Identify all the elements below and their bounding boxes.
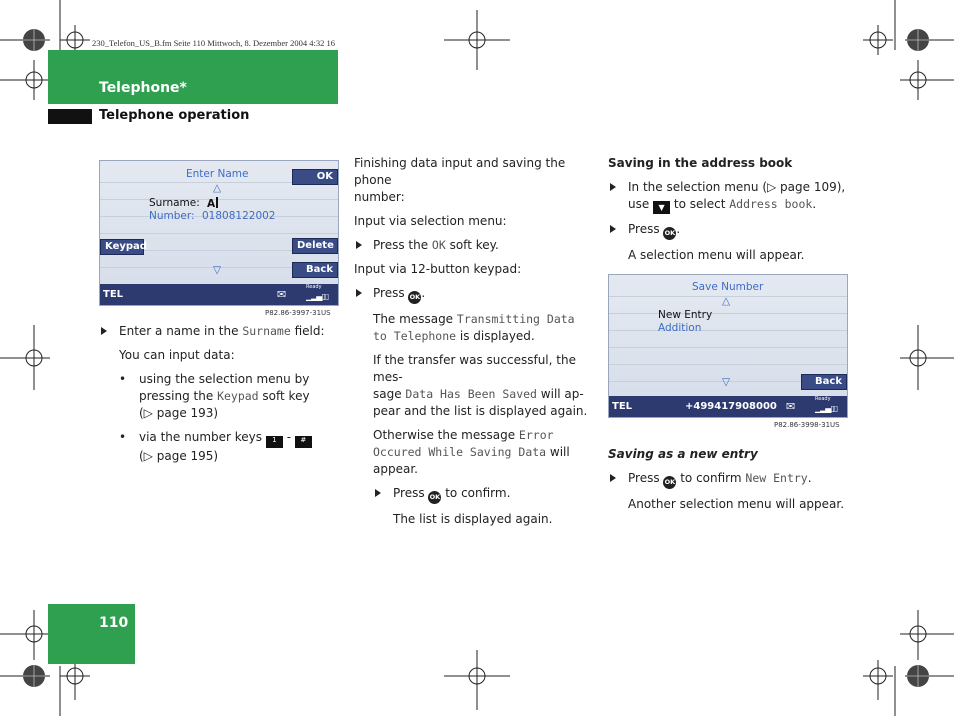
- ok-button-icon: OK: [663, 476, 676, 489]
- col2: [354, 155, 599, 528]
- bullet-triangle-icon: [610, 225, 616, 233]
- page-number-block: [48, 604, 135, 664]
- down-key-icon: ▼: [653, 201, 670, 214]
- ok-button-icon: OK: [408, 291, 421, 304]
- list-item: Press OK.: [354, 285, 599, 304]
- key-hash-icon: #: [295, 436, 312, 448]
- key-1-icon: 1: [266, 436, 283, 448]
- up-arrow-icon: △: [213, 182, 222, 194]
- bullet-triangle-icon: [356, 241, 362, 249]
- ready-label: Ready: [306, 284, 322, 290]
- paragraph: Input via 12-button keypad:: [354, 262, 522, 276]
- list-item: Press OK.: [608, 221, 853, 240]
- bullet-dot-icon: •: [119, 372, 127, 386]
- surname-label: Surname:: [149, 197, 200, 209]
- bullet-dot-icon: •: [119, 430, 127, 444]
- number-label: Number:: [149, 210, 195, 222]
- list-item: • using the selection menu by pressing the Keypad soft key (▷ page 193): [119, 372, 310, 420]
- heading: Saving in the address book: [608, 156, 793, 170]
- list-item: • via the number keys 1 - # (▷ page 195): [99, 429, 339, 465]
- file-header: 230_Telefon_US_B.fm Seite 110 Mittwoch, 8. Dezember 2004 4:32 16: [92, 38, 335, 48]
- paragraph: Otherwise the message Error Occured While Saving Data will appear.: [373, 428, 570, 476]
- paragraph: Input via selection menu:: [354, 214, 507, 228]
- surname-field[interactable]: [207, 197, 218, 210]
- menu-item-addition[interactable]: Addition: [658, 322, 702, 334]
- bullet-triangle-icon: [375, 489, 381, 497]
- ok-button-icon: OK: [428, 491, 441, 504]
- up-arrow-icon: △: [722, 295, 731, 307]
- status-label: TEL: [612, 401, 633, 412]
- bullet-triangle-icon: [610, 474, 616, 482]
- screen-heading: Enter Name: [186, 168, 249, 180]
- status-number: +499417908000: [685, 401, 777, 412]
- bullet-triangle-icon: [101, 327, 107, 335]
- screen1-caption: P82.86-3997-31US: [265, 309, 331, 317]
- col3-bottom: [608, 446, 853, 513]
- delete-softkey[interactable]: Delete: [292, 238, 338, 254]
- surname-value: A: [207, 198, 216, 210]
- bullet-triangle-icon: [610, 183, 616, 191]
- section-marker: [48, 109, 92, 124]
- display-enter-name: [99, 160, 339, 306]
- paragraph: The list is displayed again.: [393, 512, 553, 526]
- ok-softkey[interactable]: OK: [292, 169, 338, 185]
- back-softkey[interactable]: Back: [801, 374, 847, 390]
- col3-top: [608, 155, 853, 264]
- status-bar: [100, 284, 338, 305]
- menu-item-new-entry[interactable]: New Entry: [658, 309, 713, 321]
- ready-label: Ready: [815, 396, 831, 402]
- back-softkey[interactable]: Back: [292, 262, 338, 278]
- text-cursor: [216, 197, 218, 208]
- paragraph: You can input data:: [119, 348, 235, 362]
- paragraph: Finishing data input and saving the phone number:: [354, 156, 566, 204]
- section-title: Telephone*: [99, 80, 187, 96]
- list-item: Press OK to confirm.: [354, 485, 599, 504]
- screen-heading: Save Number: [692, 281, 764, 293]
- paragraph: The message Transmitting Data to Telephone is displayed.: [373, 312, 575, 343]
- down-arrow-icon: ▽: [213, 264, 222, 276]
- paragraph: A selection menu will appear.: [628, 248, 805, 262]
- section-subtitle: Telephone operation: [99, 108, 250, 123]
- col1: [99, 323, 339, 465]
- paragraph: Another selection menu will appear.: [628, 497, 845, 511]
- list-item: Press the OK soft key.: [354, 237, 599, 254]
- keypad-softkey[interactable]: Keypad: [100, 239, 144, 255]
- display-save-number: [608, 274, 848, 418]
- down-arrow-icon: ▽: [722, 376, 731, 388]
- subheading: Saving as a new entry: [608, 447, 758, 461]
- list-item: Press OK to confirm New Entry.: [608, 470, 853, 489]
- envelope-icon: ✉: [277, 288, 287, 301]
- list-item: In the selection menu (▷ page 109), use ▼ to select Address book.: [608, 179, 853, 214]
- paragraph: If the transfer was successful, the mes- sage Data Has Been Saved will ap- pear and the list is displayed again.: [373, 353, 588, 418]
- ok-button-icon: OK: [663, 227, 676, 240]
- signal-icon: ▁▂▄▯▯: [815, 404, 838, 413]
- envelope-icon: ✉: [786, 400, 796, 413]
- page-number: 110: [99, 615, 129, 631]
- section-band: [48, 50, 338, 104]
- status-label: TEL: [103, 289, 124, 300]
- bullet-triangle-icon: [356, 289, 362, 297]
- signal-icon: ▁▂▄▯▯: [306, 292, 329, 301]
- number-value: 01808122002: [202, 210, 276, 222]
- screen2-caption: P82.86-3998-31US: [774, 421, 840, 429]
- status-bar: [609, 396, 847, 417]
- list-item: Enter a name in the Surname field:: [99, 323, 339, 340]
